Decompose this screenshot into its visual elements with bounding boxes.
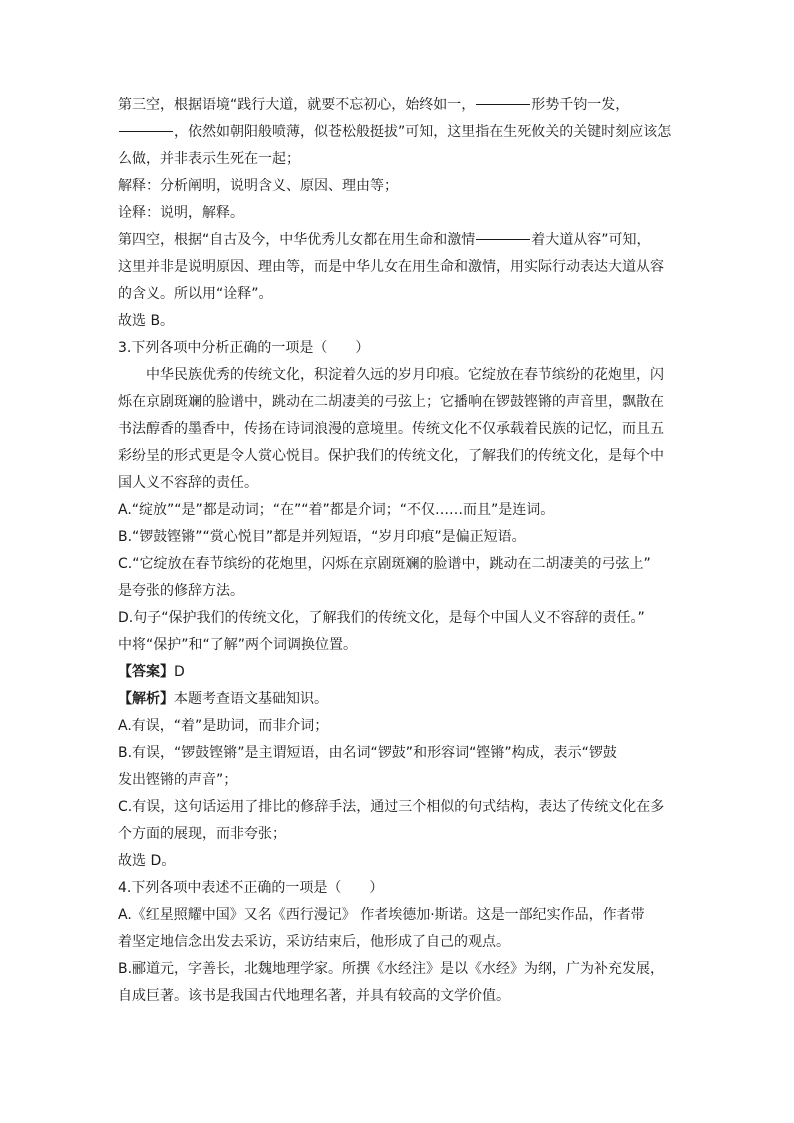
text-segment: A.《红星照耀中国》又名《西行漫记》 作者埃德加·斯诺。这是一部纪实作品，作者带 bbox=[118, 907, 645, 923]
section-label: 【答案】 bbox=[118, 664, 174, 680]
text-line bbox=[118, 551, 678, 578]
fill-in-blank bbox=[119, 130, 173, 132]
text-line bbox=[118, 983, 678, 1010]
text-segment: 第三空，根据语境“践行大道，就要不忘初心，始终如一， bbox=[118, 97, 476, 113]
text-segment: 中华民族优秀的传统文化，积淀着久远的岁月印痕。它绽放在春节缤纷的花炮里，闪 bbox=[146, 367, 664, 383]
text-segment: ，依然如朝阳般喷薄，似苍松般挺拔”可知，这里指在生死攸关的关键时刻应该怎 bbox=[174, 124, 672, 140]
text-line bbox=[118, 632, 678, 659]
text-line bbox=[118, 605, 678, 632]
text-segment: 的含义。所以用“诠释”。 bbox=[118, 286, 273, 302]
text-line bbox=[118, 902, 678, 929]
section-label: 【解析】 bbox=[118, 691, 174, 707]
text-line bbox=[118, 497, 678, 524]
text-segment: 彩纷呈的形式更是令人赏心悦目。保护我们的传统文化，了解我们的传统文化，是每个中 bbox=[118, 448, 664, 464]
text-line bbox=[118, 956, 678, 983]
text-segment: 4.下列各项中表述不正确的一项是（ ） bbox=[118, 880, 384, 896]
text-segment: C.“它绽放在春节缤纷的花炮里，闪烁在京剧斑斓的脸谱中，跳动在二胡凄美的弓弦上” bbox=[118, 556, 651, 572]
text-line bbox=[118, 254, 678, 281]
text-line bbox=[118, 416, 678, 443]
text-segment: D.句子“保护我们的传统文化，了解我们的传统文化，是每个中国人义不容辞的责任。” bbox=[118, 610, 645, 626]
text-line bbox=[118, 659, 678, 686]
text-line bbox=[118, 470, 678, 497]
text-line bbox=[118, 686, 678, 713]
text-segment: 诠释：说明，解释。 bbox=[118, 205, 244, 221]
text-segment: 书法醇香的墨香中，传扬在诗词浪漫的意境里。传统文化不仅承载着民族的记忆，而且五 bbox=[118, 421, 664, 437]
fill-in-blank bbox=[476, 238, 530, 240]
text-segment: 国人义不容辞的责任。 bbox=[118, 475, 258, 491]
text-line bbox=[118, 929, 678, 956]
text-segment: B.有误，“锣鼓铿锵”是主谓短语，由名词“锣鼓”和形容词“铿锵”构成，表示“锣鼓 bbox=[118, 745, 617, 761]
text-segment: 是夸张的修辞方法。 bbox=[118, 583, 244, 599]
text-segment: 第四空，根据“自古及今，中华优秀儿女都在用生命和激情 bbox=[118, 232, 476, 248]
text-segment: B.“锣鼓铿锵”“赏心悦目”都是并列短语，“岁月印痕”是偏正短语。 bbox=[118, 529, 526, 545]
text-line bbox=[118, 173, 678, 200]
text-segment: C.有误，这句话运用了排比的修辞手法，通过三个相似的句式结构，表达了传统文化在多 bbox=[118, 799, 665, 815]
text-line bbox=[118, 281, 678, 308]
text-segment: 解释：分析阐明，说明含义、原因、理由等； bbox=[118, 178, 398, 194]
text-segment: 形势千钧一发， bbox=[531, 97, 630, 113]
text-segment: 这里并非是说明原因、理由等，而是中华儿女在用生命和激情，用实际行动表达大道从容 bbox=[118, 259, 664, 275]
text-line bbox=[118, 578, 678, 605]
text-line bbox=[118, 227, 678, 254]
section-text: 本题考查语文基础知识。 bbox=[174, 691, 328, 707]
text-line bbox=[118, 848, 678, 875]
text-segment: 烁在京剧斑斓的脸谱中，跳动在二胡凄美的弓弦上；它播响在锣鼓铿锵的声音里，飘散在 bbox=[118, 394, 664, 410]
text-line bbox=[118, 713, 678, 740]
text-line bbox=[118, 92, 678, 119]
text-segment: A.“绽放”“是”都是动词；“在”“着”都是介词；“不仅……而且”是连词。 bbox=[118, 502, 555, 518]
text-line bbox=[118, 308, 678, 335]
text-segment: 自成巨著。该书是我国古代地理名著，并具有较高的文学价值。 bbox=[118, 988, 510, 1004]
text-line bbox=[118, 794, 678, 821]
text-line bbox=[118, 119, 678, 146]
text-segment: 3.下列各项中分析正确的一项是（ ） bbox=[118, 340, 370, 356]
text-line bbox=[118, 524, 678, 551]
text-segment: 发出铿锵的声音”； bbox=[118, 772, 238, 788]
text-line bbox=[118, 146, 678, 173]
text-segment: A.有误，“着”是助词，而非介词； bbox=[118, 718, 329, 734]
text-line bbox=[118, 875, 678, 902]
text-segment: 故选 D。 bbox=[118, 853, 176, 869]
fill-in-blank bbox=[476, 103, 530, 105]
text-segment: 么做，并非表示生死在一起； bbox=[118, 151, 300, 167]
text-line bbox=[118, 200, 678, 227]
text-segment: 故选 B。 bbox=[118, 313, 175, 329]
text-segment: 着坚定地信念出发去采访，采访结束后，他形成了自己的观点。 bbox=[118, 934, 510, 950]
text-segment: B.郦道元，字善长，北魏地理学家。所撰《水经注》是以《水经》为纲，广为补充发展， bbox=[118, 961, 665, 977]
text-line bbox=[118, 443, 678, 470]
text-segment: 中将“保护”和“了解”两个词调换位置。 bbox=[118, 637, 358, 653]
text-segment: 着大道从容”可知， bbox=[531, 232, 651, 248]
text-line bbox=[118, 740, 678, 767]
text-line bbox=[118, 389, 678, 416]
text-segment bbox=[118, 664, 185, 680]
text-line bbox=[118, 362, 678, 389]
section-text: D bbox=[174, 664, 185, 680]
text-line bbox=[118, 821, 678, 848]
text-line bbox=[118, 335, 678, 362]
text-line bbox=[118, 767, 678, 794]
text-segment: 个方面的展现，而非夸张； bbox=[118, 826, 286, 842]
document-body bbox=[118, 92, 678, 1010]
text-segment bbox=[118, 691, 328, 707]
